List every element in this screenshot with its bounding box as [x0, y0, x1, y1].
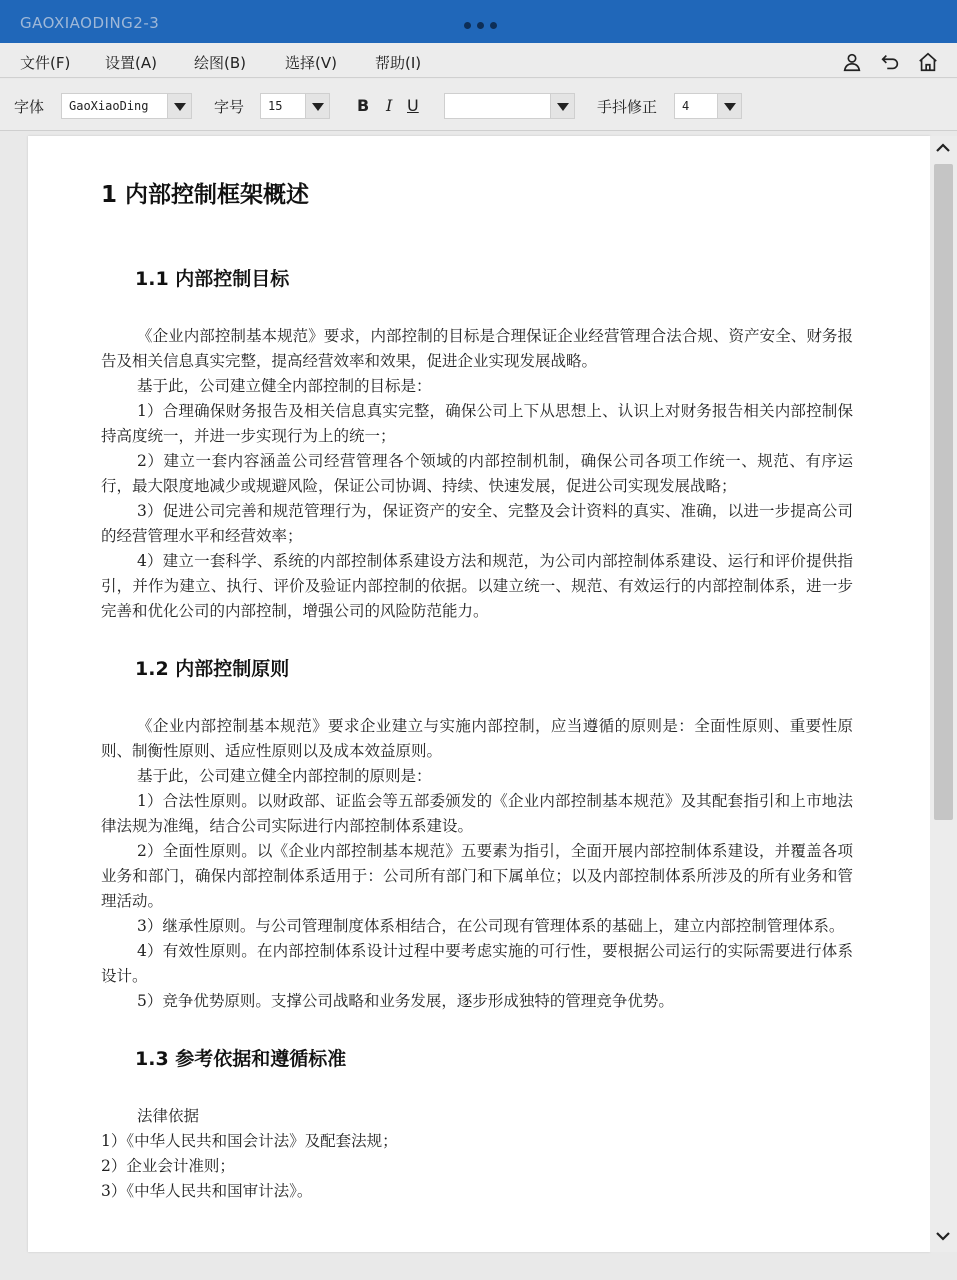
- document-content: [101, 176, 853, 1234]
- window-title: GAOXIAODING2-3: [20, 14, 160, 32]
- paragraph: 3）促进公司完善和规范管理行为，保证资产的安全、完整及会计资料的真实、准确，以进一步提高公司的经营管理水平和经营效率；: [101, 502, 853, 545]
- menu-draw[interactable]: 绘图(B): [194, 54, 246, 72]
- menu-select[interactable]: 选择(V): [285, 54, 337, 72]
- chevron-down-icon[interactable]: [550, 94, 574, 118]
- paragraph: 3）继承性原则。与公司管理制度体系相结合，在公司现有管理体系的基础上，建立内部控制管理体系。: [137, 917, 845, 935]
- paragraph: 1）合理确保财务报告及相关信息真实完整，确保公司上下从思想上、认识上对财务报告相关内部控制保持高度统一，并进一步实现行为上的统一；: [101, 402, 853, 445]
- size-value: 15: [268, 99, 283, 113]
- heading-1: 1 内部控制框架概述: [101, 182, 310, 208]
- undo-icon[interactable]: [879, 51, 901, 73]
- title-bar: [0, 0, 957, 43]
- paragraph: 基于此，公司建立健全内部控制的原则是：: [137, 767, 432, 785]
- paragraph: 4）建立一套科学、系统的内部控制体系建设方法和规范，为公司内部控制体系建设、运行和评价提供指引，并作为建立、执行、评价及验证内部控制的依据。以建立统一、规范、有效运行的内部控制体系，进一步完善和优化公司的内部控制，增强公司的风险防范能力。: [101, 552, 853, 620]
- chevron-down-icon[interactable]: [933, 1226, 953, 1246]
- paragraph: 2）全面性原则。以《企业内部控制基本规范》五要素为指引，全面开展内部控制体系建设，并覆盖各项业务和部门，确保内部控制体系适用于：公司所有部门和下属单位；以及内部控制体系所涉及的所有业务和管理活动。: [101, 842, 853, 910]
- font-label: 字体: [14, 98, 45, 116]
- shake-correction-label: 手抖修正: [597, 98, 658, 116]
- size-label: 字号: [214, 98, 245, 116]
- menu-file[interactable]: 文件(F): [20, 54, 71, 72]
- format-toolbar: [0, 79, 957, 131]
- shake-correction-value: 4: [682, 99, 690, 113]
- list-item: 2）企业会计准则；: [101, 1157, 235, 1175]
- menu-settings[interactable]: 设置(A): [105, 54, 157, 72]
- font-select[interactable]: [61, 93, 192, 119]
- chevron-down-icon[interactable]: [717, 94, 741, 118]
- paragraph: 5）竞争优势原则。支撑公司战略和业务发展，逐步形成独特的管理竞争优势。: [137, 992, 674, 1010]
- paragraph: 《企业内部控制基本规范》要求企业建立与实施内部控制，应当遵循的原则是：全面性原则、重要性原则、制衡性原则、适应性原则以及成本效益原则。: [101, 717, 853, 760]
- paragraph: 基于此，公司建立健全内部控制的目标是：: [137, 377, 432, 395]
- italic-button[interactable]: I: [386, 96, 393, 115]
- scrollbar-thumb[interactable]: [934, 164, 953, 820]
- section-1-3: [101, 1044, 853, 1204]
- underline-button[interactable]: U: [407, 96, 419, 115]
- heading-1-1: 1.1 内部控制目标: [135, 268, 290, 290]
- size-select[interactable]: [260, 93, 330, 119]
- list-item: 3）《中华人民共和国审计法》。: [101, 1182, 313, 1200]
- paragraph: 1）合法性原则。以财政部、证监会等五部委颁发的《企业内部控制基本规范》及其配套指引和上市地法律法规为准绳，结合公司实际进行内部控制体系建设。: [101, 792, 853, 835]
- chevron-down-icon[interactable]: [305, 94, 329, 118]
- user-icon[interactable]: [841, 51, 863, 73]
- chevron-down-icon[interactable]: [167, 94, 191, 118]
- list-item: 1）《中华人民共和国会计法》及配套法规；: [101, 1132, 398, 1150]
- paragraph: 4）有效性原则。在内部控制体系设计过程中要考虑实施的可行性，要根据公司运行的实际需要进行体系设计。: [101, 942, 853, 985]
- paragraph: 《企业内部控制基本规范》要求，内部控制的目标是合理保证企业经营管理合法合规、资产安全、财务报告及相关信息真实完整，提高经营效率和效果，促进企业实现发展战略。: [101, 327, 853, 370]
- heading-1-2: 1.2 内部控制原则: [135, 658, 290, 680]
- vertical-scrollbar[interactable]: [930, 136, 957, 1252]
- menu-help[interactable]: 帮助(I): [375, 54, 422, 72]
- color-select[interactable]: [444, 93, 575, 119]
- shake-correction-select[interactable]: [674, 93, 742, 119]
- document-page[interactable]: [28, 136, 930, 1252]
- section-1-2: [101, 654, 853, 1014]
- subheading: 法律依据: [137, 1107, 200, 1125]
- paragraph: 2）建立一套内容涵盖公司经营管理各个领域的内部控制机制，确保公司各项工作统一、规范、有序运行，最大限度地减少或规避风险，保证公司协调、持续、快速发展，促进公司实现发展战略；: [101, 452, 853, 495]
- menu-bar: [0, 43, 957, 78]
- heading-1-3: 1.3 参考依据和遵循标准: [135, 1048, 347, 1070]
- more-options-icon[interactable]: [464, 22, 497, 29]
- bold-button[interactable]: B: [357, 96, 370, 115]
- chevron-up-icon[interactable]: [933, 138, 953, 158]
- font-value: GaoXiaoDing: [69, 99, 149, 113]
- home-icon[interactable]: [917, 51, 939, 73]
- section-1-1: [101, 264, 853, 624]
